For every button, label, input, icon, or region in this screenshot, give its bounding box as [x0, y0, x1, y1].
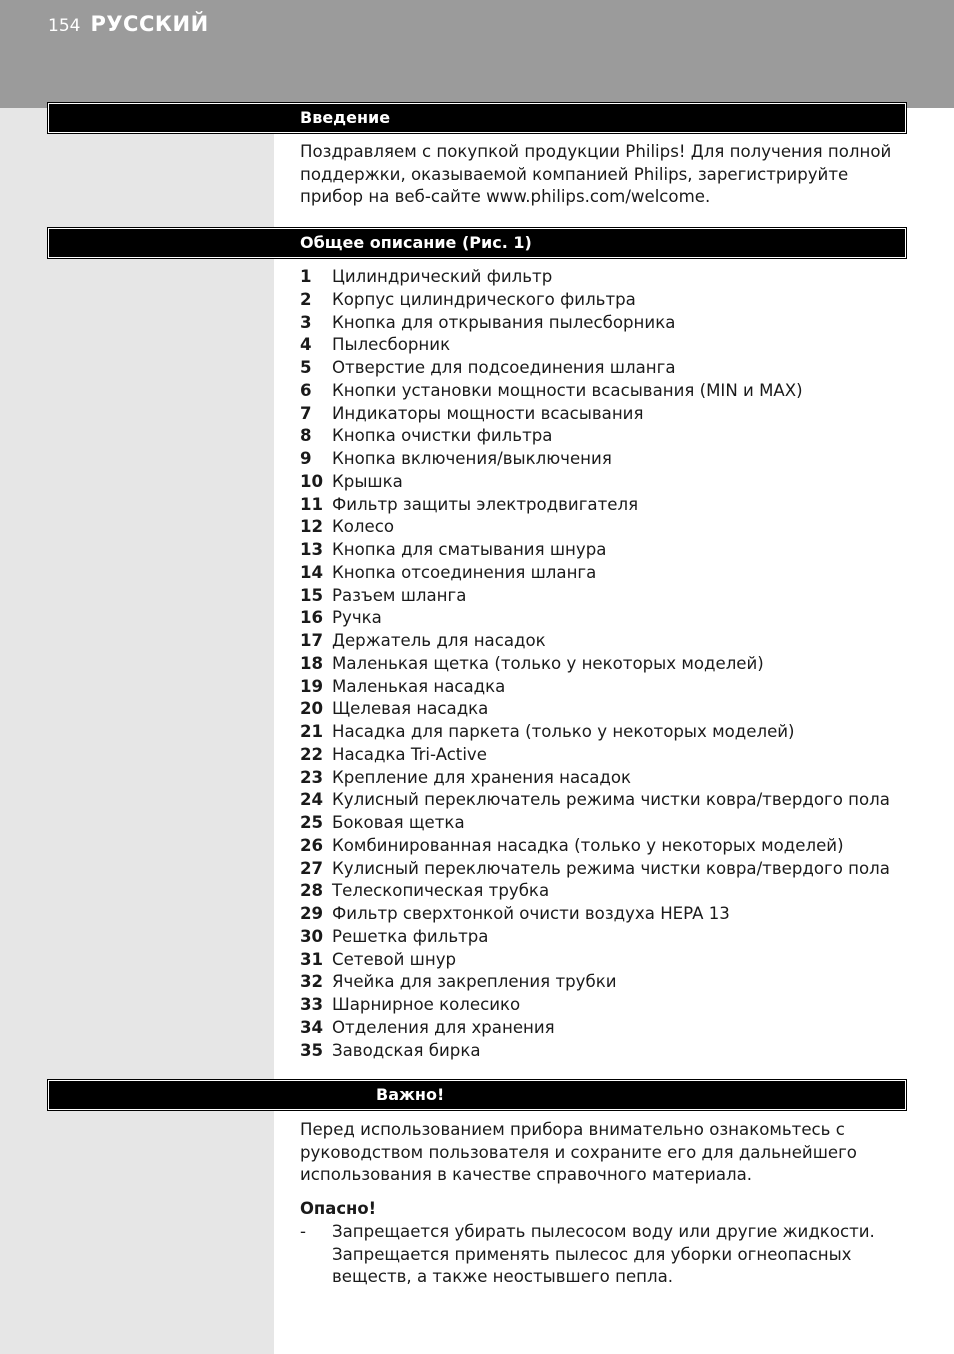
- list-item-text: Индикаторы мощности всасывания: [332, 403, 644, 423]
- list-item: [300, 698, 890, 721]
- list-item-text: Шарнирное колесико: [332, 995, 521, 1014]
- list-item-text: Кнопка очистки фильтра: [332, 426, 553, 446]
- list-item-number: 17: [300, 631, 324, 650]
- list-item-number: 7: [300, 403, 312, 423]
- list-item-text: Колесо: [332, 517, 395, 537]
- list-item-text: Боковая щетка: [332, 813, 465, 832]
- list-item-text: Маленькая насадка: [332, 676, 506, 696]
- list-item-number: 29: [300, 904, 324, 923]
- list-item-text: Разъем шланга: [332, 585, 467, 605]
- list-item: [300, 607, 890, 630]
- list-item-text: Отверстие для подсоединения шланга: [332, 358, 676, 377]
- section-bar-important: [48, 1080, 906, 1110]
- list-item-number: 8: [300, 426, 312, 446]
- list-item: [300, 744, 890, 767]
- list-item-text: Крышка: [332, 471, 403, 491]
- danger-bullet: -: [300, 1222, 306, 1241]
- list-item-text: Корпус цилиндрического фильтра: [332, 289, 636, 309]
- list-item: [300, 926, 890, 949]
- list-item-number: 21: [300, 722, 324, 741]
- list-item: [300, 334, 890, 357]
- language-title: РУССКИЙ: [90, 12, 209, 36]
- list-item: [300, 835, 890, 858]
- intro-paragraph: Поздравляем с покупкой продукции Philips! Для получения полной поддержки, оказываемой компанией Philips, зарегистрируйте прибор на веб-сайте www.philips.com/welcome.: [300, 142, 892, 207]
- list-item-text: Комбинированная насадка (только у некоторых моделей): [332, 835, 844, 855]
- section-bar-intro: [48, 103, 906, 133]
- list-item-number: 30: [300, 926, 324, 946]
- section-bar-general: [48, 228, 906, 258]
- list-item: [300, 767, 890, 790]
- list-item: [300, 471, 890, 494]
- list-item-text: Фильтр сверхтонкой очисти воздуха HEPA 13: [332, 904, 730, 923]
- list-item: [300, 289, 890, 312]
- list-item-number: 18: [300, 653, 324, 673]
- list-item: [300, 1017, 890, 1040]
- list-item-text: Насадка для паркета (только у некоторых моделей): [332, 722, 795, 741]
- list-item: [300, 858, 890, 881]
- list-item: [300, 585, 890, 608]
- list-item: [300, 266, 890, 289]
- list-item-number: 14: [300, 562, 324, 582]
- list-item-number: 11: [300, 494, 324, 514]
- list-item-number: 19: [300, 676, 324, 696]
- list-item-text: Кнопки установки мощности всасывания (MIN и MAX): [332, 380, 803, 400]
- list-item-text: Насадка Tri-Active: [332, 744, 487, 764]
- danger-text: Запрещается убирать пылесосом воду или другие жидкости. Запрещается применять пылесос для уборки огнеопасных веществ, а также неостывшего пепла.: [332, 1222, 875, 1287]
- list-item: [300, 994, 890, 1017]
- list-item-number: 25: [300, 813, 324, 832]
- list-item-number: 6: [300, 380, 312, 400]
- section-title-general: Общее описание (Рис. 1): [300, 233, 532, 252]
- list-item-text: Телескопическая трубка: [332, 881, 550, 901]
- list-item: [300, 789, 890, 812]
- list-item: [300, 562, 890, 585]
- list-item-text: Кулисный переключатель режима чистки ковра/твердого пола: [332, 790, 890, 810]
- list-item-number: 34: [300, 1017, 324, 1037]
- list-item-number: 1: [300, 267, 312, 286]
- list-item-text: Маленькая щетка (только у некоторых моделей): [332, 653, 764, 673]
- section-title-important: Важно!: [376, 1085, 445, 1104]
- list-item-number: 9: [300, 449, 312, 468]
- list-item-text: Кнопка отсоединения шланга: [332, 562, 597, 582]
- list-item-number: 4: [300, 335, 312, 355]
- list-item: [300, 516, 890, 539]
- list-item-number: 24: [300, 790, 324, 810]
- list-item-text: Сетевой шнур: [332, 949, 457, 969]
- list-item-number: 31: [300, 949, 324, 969]
- list-item-text: Кнопка для сматывания шнура: [332, 540, 607, 559]
- left-margin-column: [0, 108, 274, 1354]
- list-item-number: 28: [300, 881, 324, 901]
- list-item-number: 22: [300, 744, 324, 764]
- list-item: [300, 630, 890, 653]
- list-item: [300, 448, 890, 471]
- list-item-text: Держатель для насадок: [332, 631, 546, 650]
- list-item-text: Цилиндрический фильтр: [332, 267, 553, 286]
- list-item-text: Кнопка для открывания пылесборника: [332, 312, 676, 332]
- list-item-text: Фильтр защиты электродвигателя: [332, 494, 639, 514]
- list-item-number: 16: [300, 608, 324, 628]
- list-item: [300, 403, 890, 426]
- list-item-number: 27: [300, 858, 324, 878]
- list-item-number: 26: [300, 835, 324, 855]
- list-item: [300, 812, 890, 835]
- page-number: 154: [48, 16, 81, 36]
- list-item-text: Отделения для хранения: [332, 1017, 555, 1037]
- list-item-number: 12: [300, 517, 324, 537]
- section-title-intro: Введение: [300, 108, 391, 127]
- list-item-number: 5: [300, 358, 312, 377]
- list-item-number: 15: [300, 585, 324, 605]
- list-item: [300, 494, 890, 517]
- list-item-number: 32: [300, 972, 324, 992]
- list-item: [300, 971, 890, 994]
- list-item-number: 33: [300, 995, 324, 1014]
- list-item-text: Крепление для хранения насадок: [332, 767, 632, 787]
- list-item: [300, 949, 890, 972]
- list-item-number: 10: [300, 471, 324, 491]
- list-item-text: Ячейка для закрепления трубки: [332, 972, 617, 992]
- list-item-text: Кулисный переключатель режима чистки ковра/твердого пола: [332, 858, 890, 878]
- list-item: [300, 903, 890, 926]
- list-item-text: Пылесборник: [332, 335, 451, 355]
- list-item: [300, 539, 890, 562]
- parts-list: [300, 266, 890, 1062]
- list-item-number: 2: [300, 289, 312, 309]
- list-item-text: Ручка: [332, 608, 382, 628]
- list-item-text: Заводская бирка: [332, 1040, 481, 1060]
- page-header-band: [0, 0, 954, 108]
- list-item: [300, 312, 890, 335]
- list-item-number: 20: [300, 699, 324, 719]
- list-item-number: 13: [300, 540, 324, 559]
- list-item: [300, 880, 890, 903]
- list-item: [300, 425, 890, 448]
- list-item: [300, 357, 890, 380]
- list-item: [300, 721, 890, 744]
- list-item-number: 3: [300, 312, 312, 332]
- list-item: [300, 653, 890, 676]
- page-header: [48, 12, 209, 36]
- danger-heading: Опасно!: [300, 1199, 377, 1218]
- list-item: [300, 676, 890, 699]
- important-paragraph: Перед использованием прибора внимательно ознакомьтесь с руководством пользователя и сохраните его для дальнейшего использования в качестве справочного материала.: [300, 1120, 857, 1185]
- list-item-number: 35: [300, 1040, 324, 1060]
- list-item: [300, 380, 890, 403]
- list-item-number: 23: [300, 767, 324, 787]
- list-item-text: Щелевая насадка: [332, 699, 489, 719]
- list-item-text: Кнопка включения/выключения: [332, 449, 612, 468]
- list-item: [300, 1040, 890, 1063]
- list-item-text: Решетка фильтра: [332, 926, 489, 946]
